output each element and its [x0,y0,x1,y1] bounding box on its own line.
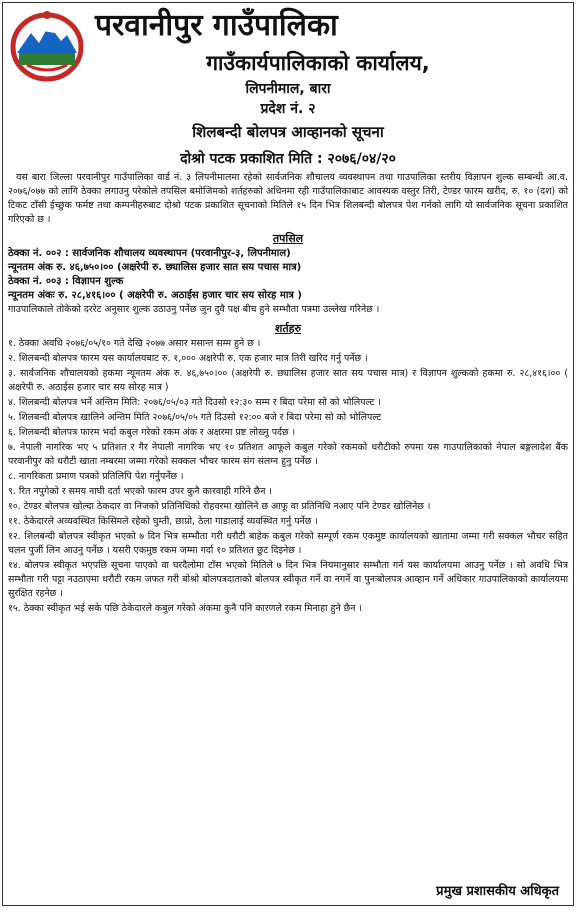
tapsil-note: गाउपालिकाले तोकेको दररेट अनुसार शुल्क उठाउनु पर्नेछ जुन दुवै पक्ष बीच हुने सम्भौता पत्रमा उल्लेख गरिनेछ । [8,304,380,315]
condition-item: १२. शिलबन्दी बोलपत्र स्वीकृत भएको ७ दिन भित्र सम्भौता गरी धरौटी बाहेक कबुल गरेको सम्पूर्ण रकम एकमुष्ट कार्यालयको खातामा जम्मा गरी सक्कल भौचर सहित चलन पुर्जी लिन आउनु पर्नेछ । यसरी एकमुष्ठ रकम जम्मा गर्दा १० प्रतिशत छुट दिइनेछ । [8,531,568,556]
condition-item: १५. ठेक्का स्वीकृत भई सके पछि ठेकेदारले कबुल गरेको अंकमा कुनै पनि कारणले रकम मिनाहा हुने छैन । [8,603,362,614]
condition-item: ३. सार्वजनिक शौचालयको हकमा न्यूनतम अंक रु. ४६,७५०।०० (अक्षरेपी रु. छ्यालिस हजार सात सय पचास मात्र) र विज्ञापन शुल्कको हकमा रु. २८,४१६।०० ( अक्षरेपी रु. अठाईस हजार चार सय सोरह मात्र ) [8,368,568,393]
municipality-title: परवानीपुर गाउँपालिका [95,8,338,43]
tapsil-heading: तपसिल [272,232,304,245]
condition-item: ८. नागरिकता प्रमाण पत्रको प्रतिलिपि पेश गर्नुपर्नेछ । [8,471,184,482]
notice-title: शिलबन्दी बोलपत्र आव्हानको सूचना [192,123,384,141]
signatory: प्रमुख प्रशासकीय अधिकृत [436,884,559,899]
condition-item: ५. शिलबन्दी बोलपत्र खालिने अन्तिम मिति २०७६/०५/०५ गते दिउसो १२:०० बजे र बिदा परेमा सो को भोलिपल्ट [8,412,382,423]
tender-002-line: ठेक्का नं. ००२ : सार्वजनिक शौचालय व्यवस्थापन (परवानीपुर-३, लिपनीमाल) [8,248,291,259]
condition-item: ४. शिलबन्दी बोलपत्र भर्ने अन्तिम मिति: २०७६/०५/०३ गते दिउसो १२:३० सम्म र बिदा परेमा सो को भोलिपल्ट । [8,397,381,408]
condition-item: ६. शिलबन्दी बोलपत्र फारम भर्दा कबुल गरेको रकम अंक र अक्षरमा प्रष्ट लोख्नु पर्दछ । [8,427,296,438]
intro-paragraph: यस बारा जिल्ला परवानीपुर गाउँपालिका वार्ड नं. ३ लिपनीमालमा रहेको सार्वजनिक शौचालय व्यवस्थापन तथा गाउपालिका स्तरीय विज्ञापन शुल्क सम्बन्धी आ.व. २०७६/०७७ को लागि ठेक्का लगाउनु परेकोले तपसिल बमोजिमको शर्तहरुको अधिनमा रही गाउँपालिकाबाट आवस्यक वस्तुर तिरी, टेण्डर फारम खरीद, रु. १० (दश) को टिकट टाँसी ईच्छुक फर्मष्ट तथा कम्पनीहरुबाट दोश्रो पटक प्रकाशित सूचनाको मितिले १५ दिन भित्र शिलबन्दी बोलपत्र पेश गर्नको लागि यो सार्वजनिक सूचना प्रकाशित गरिएको छ । [8,172,568,225]
office-address: लिपनीमाल, बारा [245,81,331,97]
condition-item: १. ठेक्का अवधि २०७६/०५/१० गते देखि २०७७ असार मसान्त सम्म हुने छ । [8,338,261,349]
tender-003-line: ठेक्का नं. ००३ : विज्ञापन शुल्क [8,276,124,287]
conditions-heading: शर्तहरु [274,322,302,335]
condition-item: ९. रित नपुगेको र समय नाघी दर्ता भएको फारम उपर कुनै कारवाही गरिने छैन । [8,486,272,497]
office-name: गाउँकार्यपालिकाको कार्यालय, [206,51,430,75]
tender-002-minimum: न्यूनतम अंक रु. ४६,७५०।०० (अक्षरेपी रु. छ्यालिस हजार सात सय पचास मात्र) [8,262,302,273]
notice-header [3,3,573,167]
condition-item: १४. बोलपत्र स्वीकृत भएपछि सूचना पाएको वा घरदैलोमा टाँस भएको मितिले ७ दिन भित्र नियमानुसार सम्भौता गर्न यस कार्यालयमा आउनु पर्नेछ । सो अवधि भित्र सम्भौता गरी पट्टा नउठाएमा धरौटी रकम जफत गरी बोश्रो बोलपत्रदाताको बोलपत्र स्वीकृत गर्ने वा नगर्ने वा पुनःबोलपत्र आव्हान गर्ने अधिकार गाउपालिकाको कार्यालयमा सुरक्षित रहनेछ । [8,560,568,599]
condition-item: १०. टेण्डर बोलपत्र खोल्दा ठेकदार वा निजको प्रतिनिधिको रोहवरमा खोलिने छ आफू वा प्रतिनिधि नआए पनि टेण्डर खोलिनेछ । [8,501,431,512]
condition-item: २. शिलबन्दी बोलपत्र फारम यस कार्यालयबाट रु. १,००० अक्षरेपी रु. एक हजार मात्र तिरी खरिद गर्नु पर्नेछ । [8,353,368,364]
condition-item: ७. नेपाली नागरिक भए ५ प्रतिशत र गैर नेपाली नागरिक भए १० प्रतिशत आफूले कबुल गरेको रकमको धरौटीको रुपमा यस गाउपालिकाको नेपाल बङ्गलादेश बैंक परवानीपुर को धरौटी खाता नम्बरमा जम्मा गरेको सक्कल भौचर फारम संग संलग्न हुनु पर्नेछ । [8,442,568,467]
notice-body [8,171,568,617]
conditions-list [8,337,568,616]
tender-003-minimum: न्यूनतम अंकः रु. २८,४१६।०० ( अक्षरेपी रु. अठाईस हजार चार सय सोरह मात्र ) [8,290,302,301]
publication-date: दोश्रो पटक प्रकाशित मिति : २०७६/०४/२० [180,151,396,167]
condition-item: ११. ठेकेदारले अव्यवस्थित किसिमले रहेको घुम्ती, छाप्रो, ठेला गाडालाई व्यवस्थित गर्नु पर्नेछ । [8,516,318,527]
province-label: प्रदेश नं. २ [260,101,316,117]
notice-page [2,2,574,906]
